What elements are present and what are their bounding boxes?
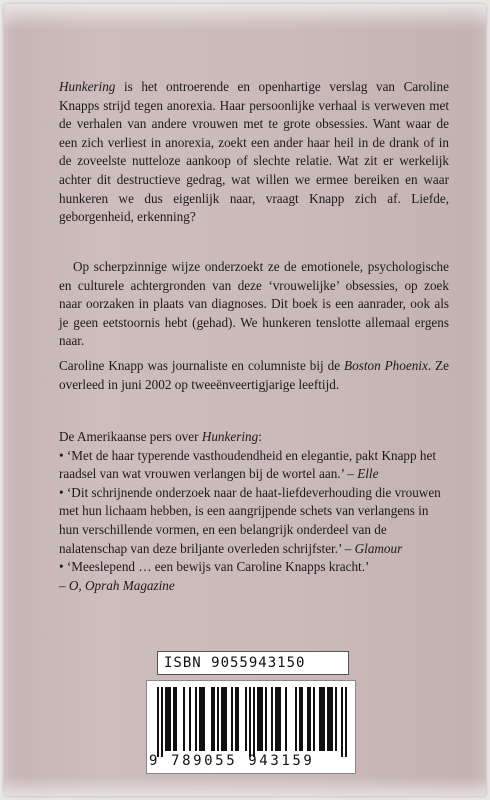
barcode-bar [245,687,247,751]
barcode-bar [327,687,329,751]
barcode-bar [195,687,197,751]
review-item [59,558,449,595]
barcode-bar [295,687,297,751]
barcode-bar [341,687,343,757]
blurb-paragraph-1 [59,78,449,227]
reviews-intro-title: Hunkering [201,429,259,444]
press-reviews [59,428,449,595]
barcode-bar [249,687,251,757]
shrink-wrap-glare-bottom [4,776,486,796]
barcode-bar [335,687,337,751]
barcode-bar [213,687,215,751]
barcode-bar [157,687,159,757]
isbn-label: ISBN 9055943150 [157,651,349,675]
barcode-bar [277,687,279,751]
review-source: Glamour [354,540,403,556]
ean-digits: 9 789055 943159 [149,753,315,769]
barcode-bar [261,687,263,751]
barcode-bar [235,687,237,751]
review-source: – O, Oprah Magazine [59,577,175,593]
review-quote: • ‘Dit schrijnende onderzoek naar de haat-liefdeverhouding die vrouwen met hun lichaam hebben, is een aangrijpende schets van verlangens in hun verschillende vormen, en een belangrijk onderdeel van de nalatenschap van deze briljante overleden schrijfster.’ – [59,484,441,556]
review-quote: • ‘Met de haar typerende vasthoudendheid en elegantie, pakt Knapp het raadsel van wat vrouwen verlangen bij de wortel aan.’ – [59,447,437,482]
barcode-bar [175,687,177,751]
author-bio-end: . Ze overleed in juni 2002 op tweeënveertigjarige leeftijd. [59,358,449,392]
barcode-bar [231,687,233,751]
barcode-bar [167,687,169,751]
barcode-bar [211,687,213,751]
review-item [59,447,449,484]
review-item [59,484,449,558]
barcode-bar [271,687,273,751]
barcode-bar [285,687,287,751]
barcode-bar [259,687,261,751]
barcode-bar [201,687,203,751]
barcode-bar [279,687,281,751]
barcode-bar [189,687,191,751]
barcode-bar [275,687,277,751]
barcode [146,680,356,774]
barcode-bar [345,687,347,757]
author-bio-text: Caroline Knapp was journaliste en columniste bij de [59,358,345,373]
barcode-bar [253,687,255,757]
reviews-intro [59,428,449,447]
barcode-bar [321,687,323,751]
reviews-intro-colon: : [258,429,262,444]
barcode-bar [319,687,321,751]
barcode-bar [299,687,301,751]
barcode-bar [223,687,225,751]
reviews-intro-text: De Amerikaanse pers over [59,429,202,444]
barcode-bar [323,687,325,751]
barcode-bar [331,687,333,751]
barcode-bar [309,687,311,751]
barcode-bar [217,687,219,751]
blurb-p2-text: Op scherpzinnige wijze onderzoekt ze de emotionele, psychologische en culturele achtergronden van deze ‘vrouwelijke’ obsessies, op zoek naar oorzaken in plaats van diagnoses. Dit boek is een aanrader, ook als je geen eetstoornis hebt (gehad). We hunkeren tenslotte allemaal ergens naar. [59,259,449,349]
barcode-bar [169,687,171,751]
barcode-bar [301,687,303,751]
barcode-bar [237,687,239,751]
blurb-paragraph-2 [59,258,449,351]
barcode-bar [173,687,175,751]
barcode-bar [183,687,185,751]
barcode-bar [265,687,267,751]
barcode-bar [165,687,167,751]
barcode-bar [199,687,201,751]
barcode-bar [225,687,227,751]
barcode-bar [307,687,309,751]
barcode-bar [313,687,315,751]
blurb-p1-text: is het ontroerende en openhartige verslag van Caroline Knapps strijd tegen anorexia. Haar persoonlijke verhaal is verweven met de verhalen van andere vrouwen met te grote obsessies. Want waar de een zich verliest in anorexia, zoekt een ander haar heil in de drank of in de zoveelste nutteloze aankoop of slechte relatie. Wat zit er werkelijk achter dit destructieve gedrag, wat willen we ermee bereiken en waar hunkeren we dus eigenlijk naar, vraagt Knapp zich af. Liefde, geborgenheid, erkenning? [59,79,449,225]
book-title-italic: Hunkering [59,79,116,94]
shrink-wrap-glare-top [4,4,486,30]
barcode-bar [257,687,259,751]
barcode-bar [161,687,163,757]
barcode-bar [221,687,223,751]
barcode-bar [203,687,205,751]
author-bio [59,357,449,394]
review-quote: • ‘Meeslepend … een bewijs van Caroline Knapps kracht.’ [59,559,370,575]
publication-name: Boston Phoenix [344,358,428,373]
review-source: Elle [357,466,379,482]
barcode-bar [329,687,331,751]
